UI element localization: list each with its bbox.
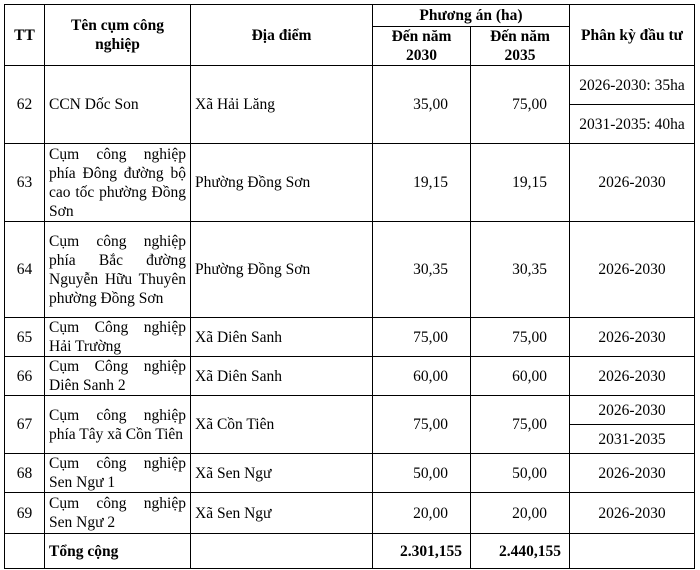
table-row	[5, 66, 695, 105]
row-phase: 2031-2035	[570, 425, 695, 454]
row-area-2030: 19,15	[373, 144, 471, 222]
row-location: Xã Diên Sanh	[191, 357, 373, 396]
industrial-cluster-table	[4, 4, 695, 569]
row-area-2035: 75,00	[471, 396, 570, 454]
row-tt: 66	[5, 357, 45, 396]
row-phase: 2026-2030	[570, 396, 695, 425]
row-area-2030: 75,00	[373, 396, 471, 454]
table-row	[5, 144, 695, 222]
row-cluster-name: Cụm công nghiệp Sen Ngư 1	[45, 454, 191, 493]
table-row	[5, 454, 695, 493]
row-cluster-name: Cụm công nghiệp phía Tây xã Cồn Tiên	[45, 396, 191, 454]
row-area-2035: 20,00	[471, 493, 570, 534]
row-location: Xã Hải Lăng	[191, 66, 373, 144]
row-area-2035: 60,00	[471, 357, 570, 396]
row-cluster-name: Cụm công nghiệp phía Bắc đường Nguyễn Hữu Thuyên phường Đồng Sơn	[45, 222, 191, 318]
row-phase: 2026-2030	[570, 493, 695, 534]
row-area-2035: 19,15	[471, 144, 570, 222]
row-phase: 2026-2030	[570, 357, 695, 396]
total-area-2035: 2.440,155	[471, 534, 570, 569]
total-phase-empty	[570, 534, 695, 569]
row-cluster-name: Cụm Công nghiệp Hải Trường	[45, 318, 191, 357]
row-tt: 65	[5, 318, 45, 357]
table-row	[5, 222, 695, 318]
row-phase: 2026-2030	[570, 222, 695, 318]
row-tt: 68	[5, 454, 45, 493]
row-area-2030: 20,00	[373, 493, 471, 534]
row-tt: 67	[5, 396, 45, 454]
row-tt: 63	[5, 144, 45, 222]
row-area-2030: 50,00	[373, 454, 471, 493]
table-row	[5, 318, 695, 357]
row-area-2030: 35,00	[373, 66, 471, 144]
total-location-empty	[191, 534, 373, 569]
row-location: Xã Sen Ngư	[191, 454, 373, 493]
row-phase: 2026-2030	[570, 144, 695, 222]
row-area-2030: 60,00	[373, 357, 471, 396]
row-phase: 2026-2030: 35ha	[570, 66, 695, 105]
table-row	[5, 493, 695, 534]
row-area-2030: 75,00	[373, 318, 471, 357]
row-area-2035: 50,00	[471, 454, 570, 493]
header-to-2030: Đến năm 2030	[373, 27, 471, 66]
header-to-2035: Đến năm 2035	[471, 27, 570, 66]
row-location: Xã Cồn Tiên	[191, 396, 373, 454]
row-area-2035: 30,35	[471, 222, 570, 318]
row-location: Phường Đồng Sơn	[191, 222, 373, 318]
total-label: Tổng cộng	[45, 534, 191, 569]
total-area-2030: 2.301,155	[373, 534, 471, 569]
total-row	[5, 534, 695, 569]
row-cluster-name: Cụm Công nghiệp Diên Sanh 2	[45, 357, 191, 396]
row-phase: 2026-2030	[570, 454, 695, 493]
header-tt: TT	[5, 5, 45, 66]
table-row	[5, 357, 695, 396]
table-row	[5, 396, 695, 425]
row-location: Xã Sen Ngư	[191, 493, 373, 534]
total-tt-empty	[5, 534, 45, 569]
header-row-1	[5, 5, 695, 27]
row-cluster-name: CCN Dốc Son	[45, 66, 191, 144]
header-phase: Phân kỳ đầu tư	[570, 5, 695, 66]
row-phase: 2031-2035: 40ha	[570, 105, 695, 144]
row-area-2035: 75,00	[471, 318, 570, 357]
row-cluster-name: Cụm công nghiệp Sen Ngư 2	[45, 493, 191, 534]
header-location: Địa điểm	[191, 5, 373, 66]
row-tt: 69	[5, 493, 45, 534]
row-location: Phường Đồng Sơn	[191, 144, 373, 222]
header-plan: Phương án (ha)	[373, 5, 570, 27]
row-phase: 2026-2030	[570, 318, 695, 357]
row-area-2030: 30,35	[373, 222, 471, 318]
row-cluster-name: Cụm công nghiệp phía Đông đường bộ cao tốc phường Đồng Sơn	[45, 144, 191, 222]
header-cluster-name: Tên cụm công nghiệp	[45, 5, 191, 66]
row-tt: 62	[5, 66, 45, 144]
row-location: Xã Diên Sanh	[191, 318, 373, 357]
row-tt: 64	[5, 222, 45, 318]
row-area-2035: 75,00	[471, 66, 570, 144]
